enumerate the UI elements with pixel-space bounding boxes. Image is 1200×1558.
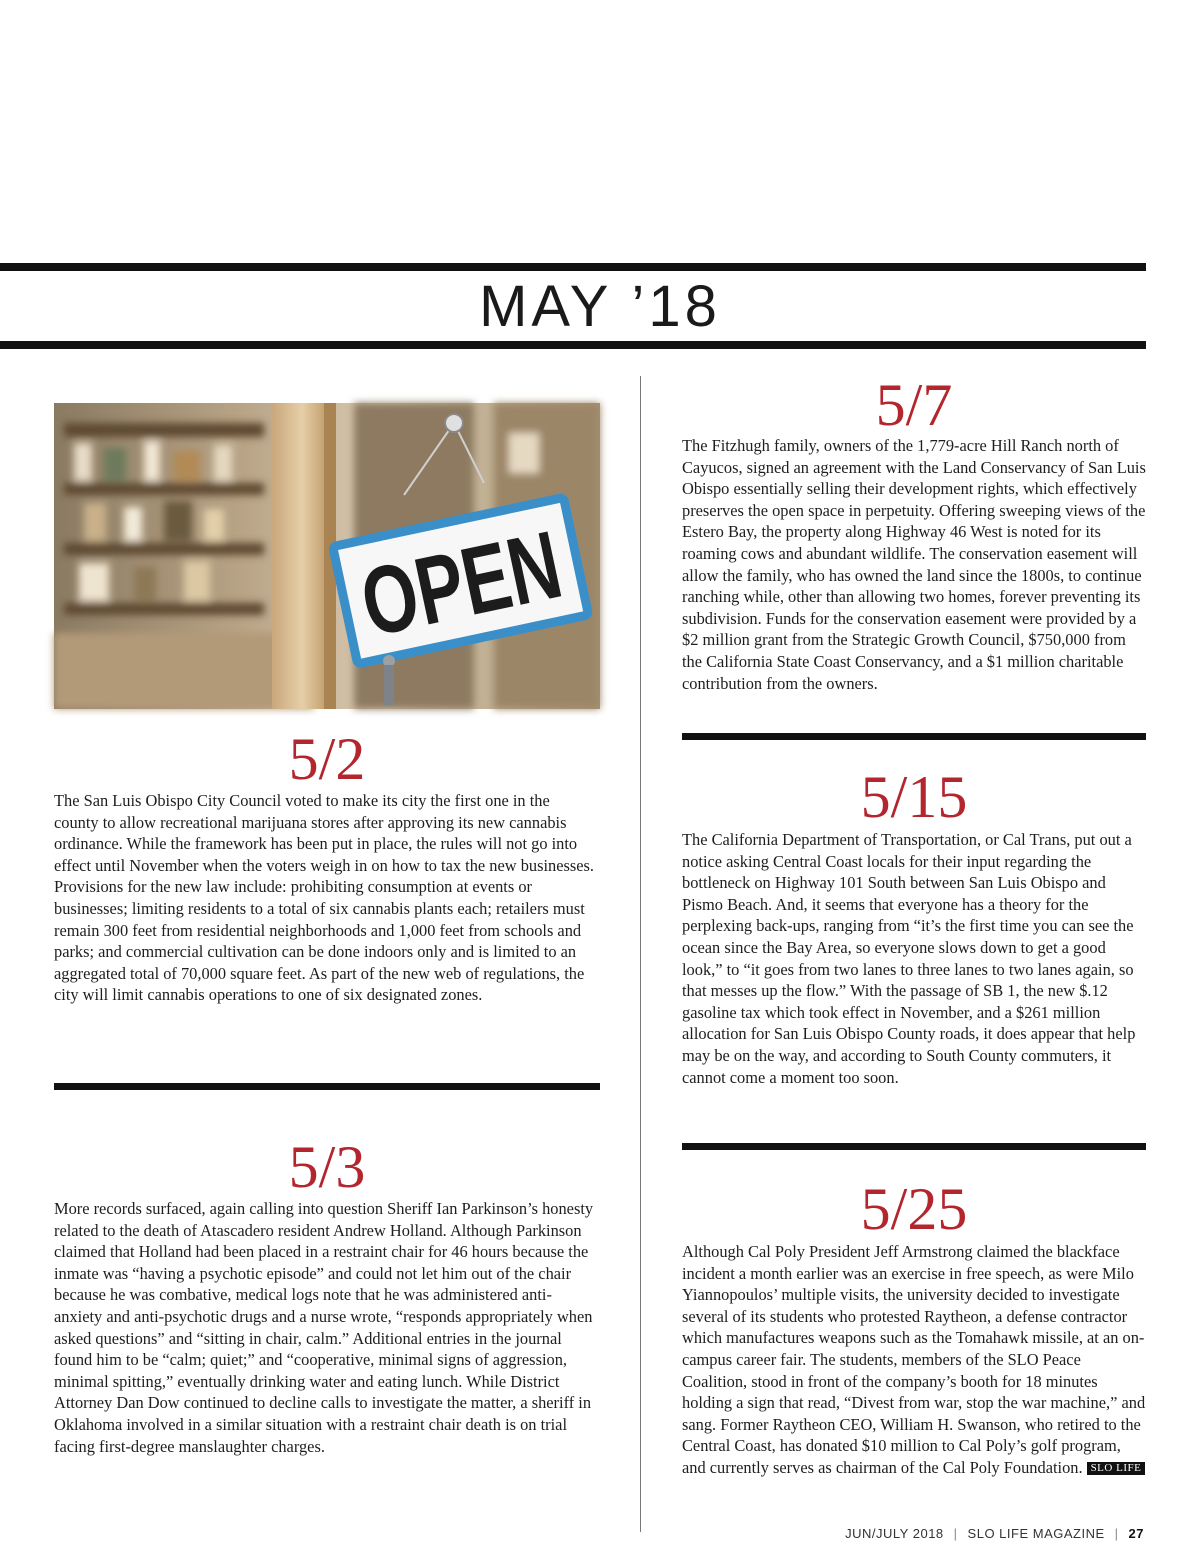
section-rule-right-1 [682,733,1146,740]
page-footer [845,1526,1144,1541]
footer-separator: | [953,1526,958,1541]
section-rule-right-2 [682,1143,1146,1150]
header-rule-bottom [0,341,1146,349]
entry-date-5-25: 5/25 [860,1176,968,1242]
entry-text-5-25-body: Although Cal Poly President Jeff Armstrong claimed the blackface incident a month earlier was an exercise in free speech, as were Milo Yiannopoulos’ multiple visits, the university decided to investigate several of its students who protested Raytheon, a defense contractor which manufactures weapons such as the Tomahawk missile, at an on-campus career fair. The students, members of the SLO Peace Coalition, stood in front of the company’s booth for 18 minutes holding a sign that read, “Divest from war, stop the war machine,” and sang. Former Raytheon CEO, William H. Swanson, who retired to the Central Coast, has donated $10 million to Cal Poly’s golf program, and currently serves as chairman of the Cal Poly Foundation. [682,1242,1146,1477]
footer-magazine: SLO LIFE MAGAZINE [967,1526,1105,1541]
section-rule-left [54,1083,600,1090]
entry-text-5-2: The San Luis Obispo City Council voted to make its city the first one in the county to allow recreational marijuana stores after approving its new cannabis ordinance. While the framework has been put in place, the rules will not go into effect until November when the voters weigh in on how to tax the new businesses. Provisions for the new law include: prohibiting consumption at events or businesses; limiting residents to a total of six cannabis plants each; retailers must remain 300 feet from residential neighborhoods and 1,000 feet from schools and parks; and commercial cultivation can be done indoors only and is limited to an aggregated total of 70,000 square feet. As part of the new web of regulations, the city will limit cannabis operations to one of six designated zones. [54,791,595,1005]
entry-date-5-15: 5/15 [860,764,968,830]
entry-text-5-25 [682,1241,1148,1479]
entry-text-5-15: The California Department of Transportation, or Cal Trans, put out a notice asking Central Coast locals for their input regarding the bottleneck on Highway 101 South between San Luis Obispo and Pismo Beach. And, it seems that everyone has a theory for the perplexing back-ups, ranging from “it’s the first time you can see the ocean since the Bay Area, so everyone slows down to get a good look,” to “it goes from two lanes to three lanes to two lanes again, so that messes up the flow.” With the passage of SB 1, the new $.12 gasoline tax which took effect in November, and a $261 million allocation for San Luis Obispo County roads, it does appear that help may be on the way, and according to South County commuters, it cannot come a moment too soon. [682,830,1136,1087]
open-sign-text: OPEN [352,496,641,658]
entry-date-5-3: 5/3 [288,1134,366,1200]
entry-text-5-7: The Fitzhugh family, owners of the 1,779-acre Hill Ranch north of Cayucos, signed an agreement with the Land Conservancy of San Luis Obispo essentially selling their development rights, which effectively preserves the open space in perpetuity. Offering sweeping views of the Estero Bay, the property along Highway 46 West is noted for its roaming cows and abundant wildlife. The conservation easement will allow the family, who has owned the land since the 1800s, to continue ranching while, other than allowing two homes, forever preventing its subdivision. Funds for the conservation easement were provided by a $2 million grant from the Strategic Growth Council, $750,000 from the California State Coast Conservancy, and a $1 million charitable contribution from the owners. [682,436,1146,693]
entry-date-5-7: 5/7 [875,372,953,438]
page-number: 27 [1128,1526,1144,1541]
column-divider [640,376,641,1532]
slo-life-end-mark: SLO LIFE [1087,1462,1146,1475]
footer-separator: | [1114,1526,1119,1541]
footer-issue: JUN/JULY 2018 [845,1526,944,1541]
entry-date-5-2: 5/2 [288,726,366,792]
header-rule-top [0,263,1146,271]
entry-text-5-3: More records surfaced, again calling into question Sheriff Ian Parkinson’s honesty related to the death of Atascadero resident Andrew Holland. Although Parkinson claimed that Holland had been placed in a restraint chair for 46 hours because the inmate was “having a psychotic episode” and could not let him out of the chair because he was combative, medical logs note that he was administered anti-anxiety and anti-psychotic drugs and a nurse wrote, “responds appropriately when asked questions” and “sitting in chair, calm.” Additional entries in the journal found him to be “calm; quiet;” and “cooperative, minimal signs of aggression, minimal spitting,” eventually drinking water and eating lunch. While District Attorney Dan Dow continued to decline calls to investigate the matter, a sheriff in Oklahoma involved in a similar situation with a restraint chair death is on trial facing first-degree manslaughter charges. [54,1199,594,1456]
open-sign-photo [54,403,641,709]
page-title: MAY ’18 [479,274,721,339]
